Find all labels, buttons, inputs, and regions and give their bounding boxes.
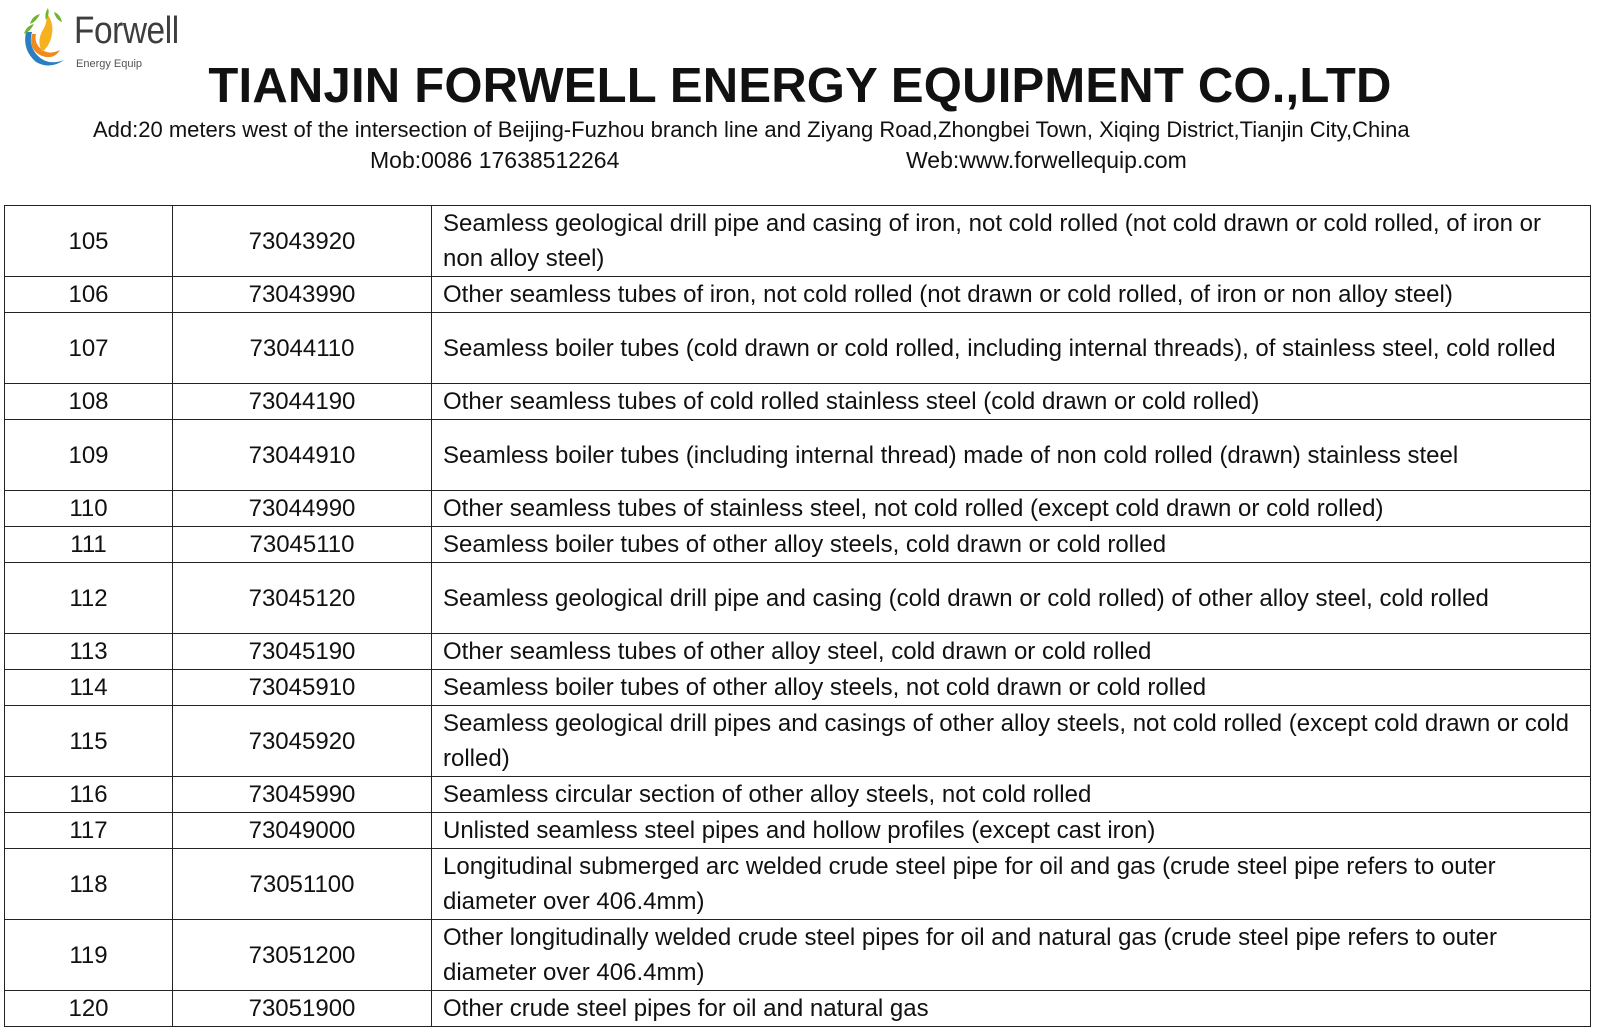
hs-code: 73044990 — [173, 491, 432, 527]
logo-wordmark: Forwell — [74, 10, 179, 52]
product-description: Seamless boiler tubes (cold drawn or cold rolled, including internal threads), of stainless steel, cold rolled — [432, 313, 1591, 384]
hs-code: 73045120 — [173, 563, 432, 634]
table-row — [5, 277, 1591, 313]
row-number: 115 — [5, 706, 173, 777]
product-description: Seamless boiler tubes of other alloy steels, not cold drawn or cold rolled — [432, 670, 1591, 706]
hs-code: 73051900 — [173, 991, 432, 1027]
row-number: 109 — [5, 420, 173, 491]
hs-code: 73045990 — [173, 777, 432, 813]
row-number: 112 — [5, 563, 173, 634]
product-description: Seamless boiler tubes of other alloy steels, cold drawn or cold rolled — [432, 527, 1591, 563]
company-website: Web:www.forwellequip.com — [906, 147, 1187, 173]
product-description: Other seamless tubes of iron, not cold rolled (not drawn or cold rolled, of iron or non alloy steel) — [432, 277, 1591, 313]
hs-code-table — [4, 205, 1591, 1027]
row-number: 110 — [5, 491, 173, 527]
table-row — [5, 670, 1591, 706]
hs-code: 73044910 — [173, 420, 432, 491]
hs-code: 73049000 — [173, 813, 432, 849]
table-row — [5, 920, 1591, 991]
table-row — [5, 206, 1591, 277]
table-row — [5, 991, 1591, 1027]
row-number: 107 — [5, 313, 173, 384]
table-row — [5, 420, 1591, 491]
row-number: 119 — [5, 920, 173, 991]
table-row — [5, 313, 1591, 384]
hs-code: 73045110 — [173, 527, 432, 563]
hs-code: 73045190 — [173, 634, 432, 670]
hs-code: 73043920 — [173, 206, 432, 277]
hs-code: 73045910 — [173, 670, 432, 706]
table-row — [5, 563, 1591, 634]
product-description: Seamless geological drill pipe and casing of iron, not cold rolled (not cold drawn or cold rolled, of iron or non alloy steel) — [432, 206, 1591, 277]
product-description: Other seamless tubes of cold rolled stainless steel (cold drawn or cold rolled) — [432, 384, 1591, 420]
product-description: Other longitudinally welded crude steel pipes for oil and natural gas (crude steel pipe refers to outer diameter over 406.4mm) — [432, 920, 1591, 991]
table-row — [5, 777, 1591, 813]
table-row — [5, 634, 1591, 670]
row-number: 114 — [5, 670, 173, 706]
hs-code: 73051100 — [173, 849, 432, 920]
row-number: 116 — [5, 777, 173, 813]
row-number: 120 — [5, 991, 173, 1027]
row-number: 105 — [5, 206, 173, 277]
row-number: 117 — [5, 813, 173, 849]
table-row — [5, 849, 1591, 920]
product-description: Other crude steel pipes for oil and natural gas — [432, 991, 1591, 1027]
row-number: 118 — [5, 849, 173, 920]
table-row — [5, 491, 1591, 527]
product-description: Seamless boiler tubes (including internal thread) made of non cold rolled (drawn) stainless steel — [432, 420, 1591, 491]
company-title: TIANJIN FORWELL ENERGY EQUIPMENT CO.,LTD — [208, 59, 1392, 113]
hs-code: 73043990 — [173, 277, 432, 313]
hs-code: 73051200 — [173, 920, 432, 991]
row-number: 113 — [5, 634, 173, 670]
hs-code: 73045920 — [173, 706, 432, 777]
logo-tagline: Energy Equip — [76, 58, 143, 70]
table-row — [5, 527, 1591, 563]
product-description: Other seamless tubes of other alloy steel, cold drawn or cold rolled — [432, 634, 1591, 670]
product-description: Seamless geological drill pipes and casings of other alloy steels, not cold rolled (except cold drawn or cold rolled) — [432, 706, 1591, 777]
product-description: Unlisted seamless steel pipes and hollow profiles (except cast iron) — [432, 813, 1591, 849]
hs-code: 73044190 — [173, 384, 432, 420]
product-description: Seamless circular section of other alloy steels, not cold rolled — [432, 777, 1591, 813]
product-description: Longitudinal submerged arc welded crude steel pipe for oil and gas (crude steel pipe refers to outer diameter over 406.4mm) — [432, 849, 1591, 920]
product-description: Seamless geological drill pipe and casing (cold drawn or cold rolled) of other alloy steel, cold rolled — [432, 563, 1591, 634]
company-address: Add:20 meters west of the intersection of Beijing-Fuzhou branch line and Ziyang Road,Zhongbei Town, Xiqing District,Tianjin City,China — [93, 117, 1410, 142]
table-row — [5, 384, 1591, 420]
row-number: 111 — [5, 527, 173, 563]
hs-code: 73044110 — [173, 313, 432, 384]
product-description: Other seamless tubes of stainless steel, not cold rolled (except cold drawn or cold rolled) — [432, 491, 1591, 527]
table-row — [5, 813, 1591, 849]
company-mobile: Mob:0086 17638512264 — [370, 147, 620, 173]
row-number: 108 — [5, 384, 173, 420]
table-row — [5, 706, 1591, 777]
row-number: 106 — [5, 277, 173, 313]
